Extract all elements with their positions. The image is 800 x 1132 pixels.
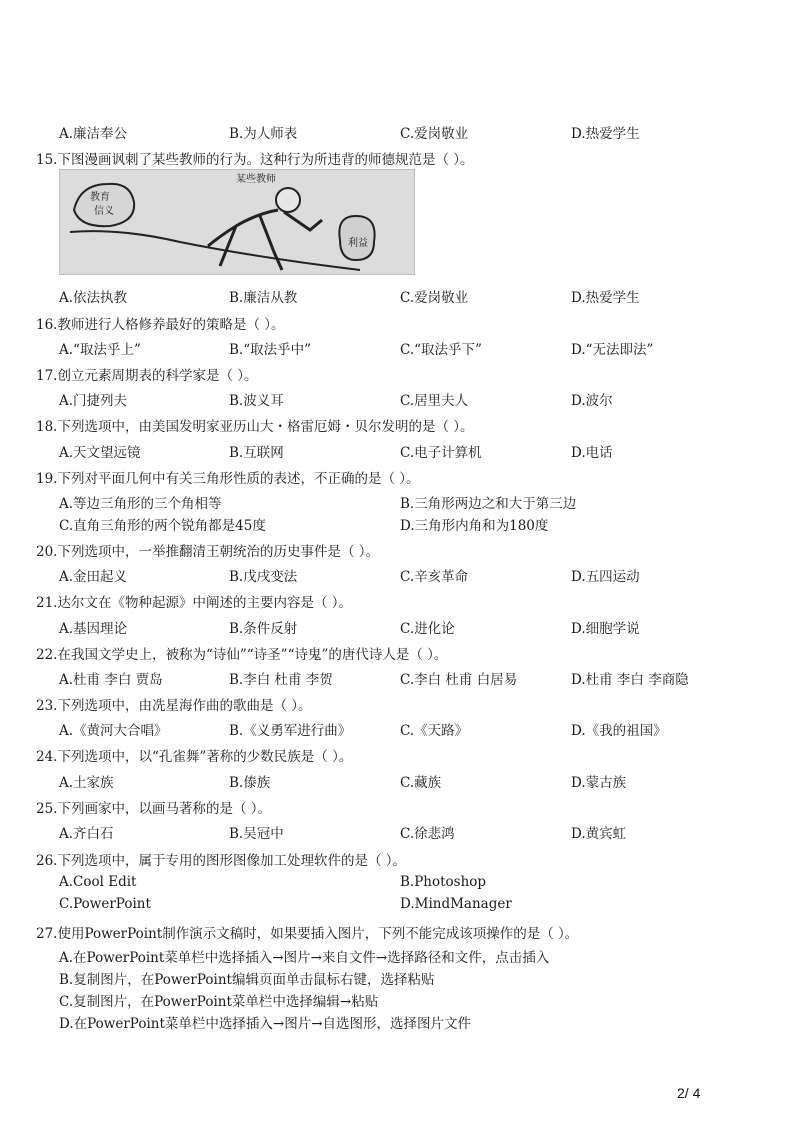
q27-option-b: B.复制图片，在PowerPoint编辑页面单击鼠标右键，选择粘贴 [59,972,435,988]
q22-option-a: A.杜甫 李白 贾岛 [59,672,163,688]
cartoon-left-label-2: 信义 [94,206,114,217]
q18-stem: 18.下列选项中，由美国发明家亚历山大・格雷厄姆・贝尔发明的是（ ）。 [36,419,474,435]
q16-option-d: D.“无法即法” [571,342,654,358]
q19-option-c: C.直角三角形的两个锐角都是45度 [59,518,266,534]
q15-option-c: C.爱岗敬业 [400,290,469,306]
q25-option-c: C.徐悲鸿 [400,826,455,842]
cartoon-drawing [60,170,414,274]
q15-option-d: D.热爱学生 [571,290,640,306]
q18-option-b: B.互联网 [229,445,284,461]
q16-option-b: B.“取法乎中” [229,342,312,358]
cartoon-title: 某些教师 [236,174,276,185]
q19-option-d: D.三角形内角和为180度 [400,518,549,534]
q15-stem: 15.下图漫画讽刺了某些教师的行为。这种行为所违背的师德规范是（ ）。 [36,152,474,168]
q25-option-a: A.齐白石 [59,826,114,842]
q17-option-d: D.波尔 [571,393,613,409]
q21-option-d: D.细胞学说 [571,621,640,637]
q24-option-a: A.土家族 [59,775,114,791]
q15-cartoon-image [59,169,415,275]
q20-option-d: D.五四运动 [571,569,640,585]
q21-option-c: C.进化论 [400,621,455,637]
q20-option-c: C.辛亥革命 [400,569,469,585]
q23-option-d: D.《我的祖国》 [571,723,667,739]
q16-option-c: C.“取法乎下” [400,342,482,358]
q20-stem: 20.下列选项中，一举推翻清王朝统治的历史事件是（ ）。 [36,544,380,560]
cartoon-left-label-1: 教育 [90,192,110,203]
q16-option-a: A.“取法乎上” [59,342,141,358]
q25-option-b: B.吴冠中 [229,826,284,842]
q25-stem: 25.下列画家中，以画马著称的是（ ）。 [36,801,272,817]
q26-option-c: C.PowerPoint [59,896,151,912]
q26-option-d: D.MindManager [400,896,512,912]
page-number: 2/ 4 [677,1085,701,1101]
q20-option-a: A.金田起义 [59,569,128,585]
q24-stem: 24.下列选项中，以“孔雀舞”著称的少数民族是（ ）。 [36,749,353,765]
q23-option-c: C.《天路》 [400,723,469,739]
q16-stem: 16.教师进行人格修养最好的策略是（ ）。 [36,317,285,333]
q24-option-b: B.傣族 [229,775,271,791]
q21-stem: 21.达尔文在《物种起源》中阐述的主要内容是（ ）。 [36,595,353,611]
q17-option-b: B.波义耳 [229,393,284,409]
q17-option-c: C.居里夫人 [400,393,469,409]
q14-option-b: B.为人师表 [229,126,298,142]
q14-option-a: A.廉洁奉公 [59,126,128,142]
q26-stem: 26.下列选项中，属于专用的图形图像加工处理软件的是（ ）。 [36,853,407,869]
q15-option-b: B.廉洁从教 [229,290,298,306]
q27-stem: 27.使用PowerPoint制作演示文稿时，如果要插入图片，下列不能完成该项操作的是（ ）。 [36,926,579,942]
q22-stem: 22.在我国文学史上，被称为“诗仙”“诗圣”“诗鬼”的唐代诗人是（ ）。 [36,647,448,663]
q24-option-c: C.藏族 [400,775,442,791]
q21-option-b: B.条件反射 [229,621,298,637]
q27-option-d: D.在PowerPoint菜单栏中选择插入→图片→自选图形，选择图片文件 [59,1016,472,1032]
q26-option-b: B.Photoshop [400,874,487,890]
q18-option-a: A.天文望远镜 [59,445,141,461]
q23-stem: 23.下列选项中，由冼星海作曲的歌曲是（ ）。 [36,698,312,714]
q19-option-a: A.等边三角形的三个角相等 [59,496,222,512]
q27-option-c: C.复制图片，在PowerPoint菜单栏中选择编辑→粘贴 [59,994,379,1010]
q17-option-a: A.门捷列夫 [59,393,128,409]
q15-option-a: A.依法执教 [59,290,128,306]
q27-option-a: A.在PowerPoint菜单栏中选择插入→图片→来自文件→选择路径和文件，点击插入 [59,950,550,966]
q18-option-d: D.电话 [571,445,613,461]
q19-stem: 19.下列对平面几何中有关三角形性质的表述，不正确的是（ ）。 [36,471,420,487]
q22-option-b: B.李白 杜甫 李贺 [229,672,333,688]
q25-option-d: D.黄宾虹 [571,826,627,842]
q14-option-d: D.热爱学生 [571,126,640,142]
cartoon-right-label: 利益 [348,238,368,249]
q19-option-b: B.三角形两边之和大于第三边 [400,496,577,512]
q26-option-a: A.Cool Edit [59,874,137,890]
q22-option-d: D.杜甫 李白 李商隐 [571,672,689,688]
q17-stem: 17.创立元素周期表的科学家是（ ）。 [36,368,258,384]
q23-option-a: A.《黄河大合唱》 [59,723,168,739]
q21-option-a: A.基因理论 [59,621,128,637]
q23-option-b: B.《义勇军进行曲》 [229,723,352,739]
q20-option-b: B.戊戌变法 [229,569,298,585]
q22-option-c: C.李白 杜甫 白居易 [400,672,518,688]
q24-option-d: D.蒙古族 [571,775,627,791]
q18-option-c: C.电子计算机 [400,445,482,461]
q14-option-c: C.爱岗敬业 [400,126,469,142]
